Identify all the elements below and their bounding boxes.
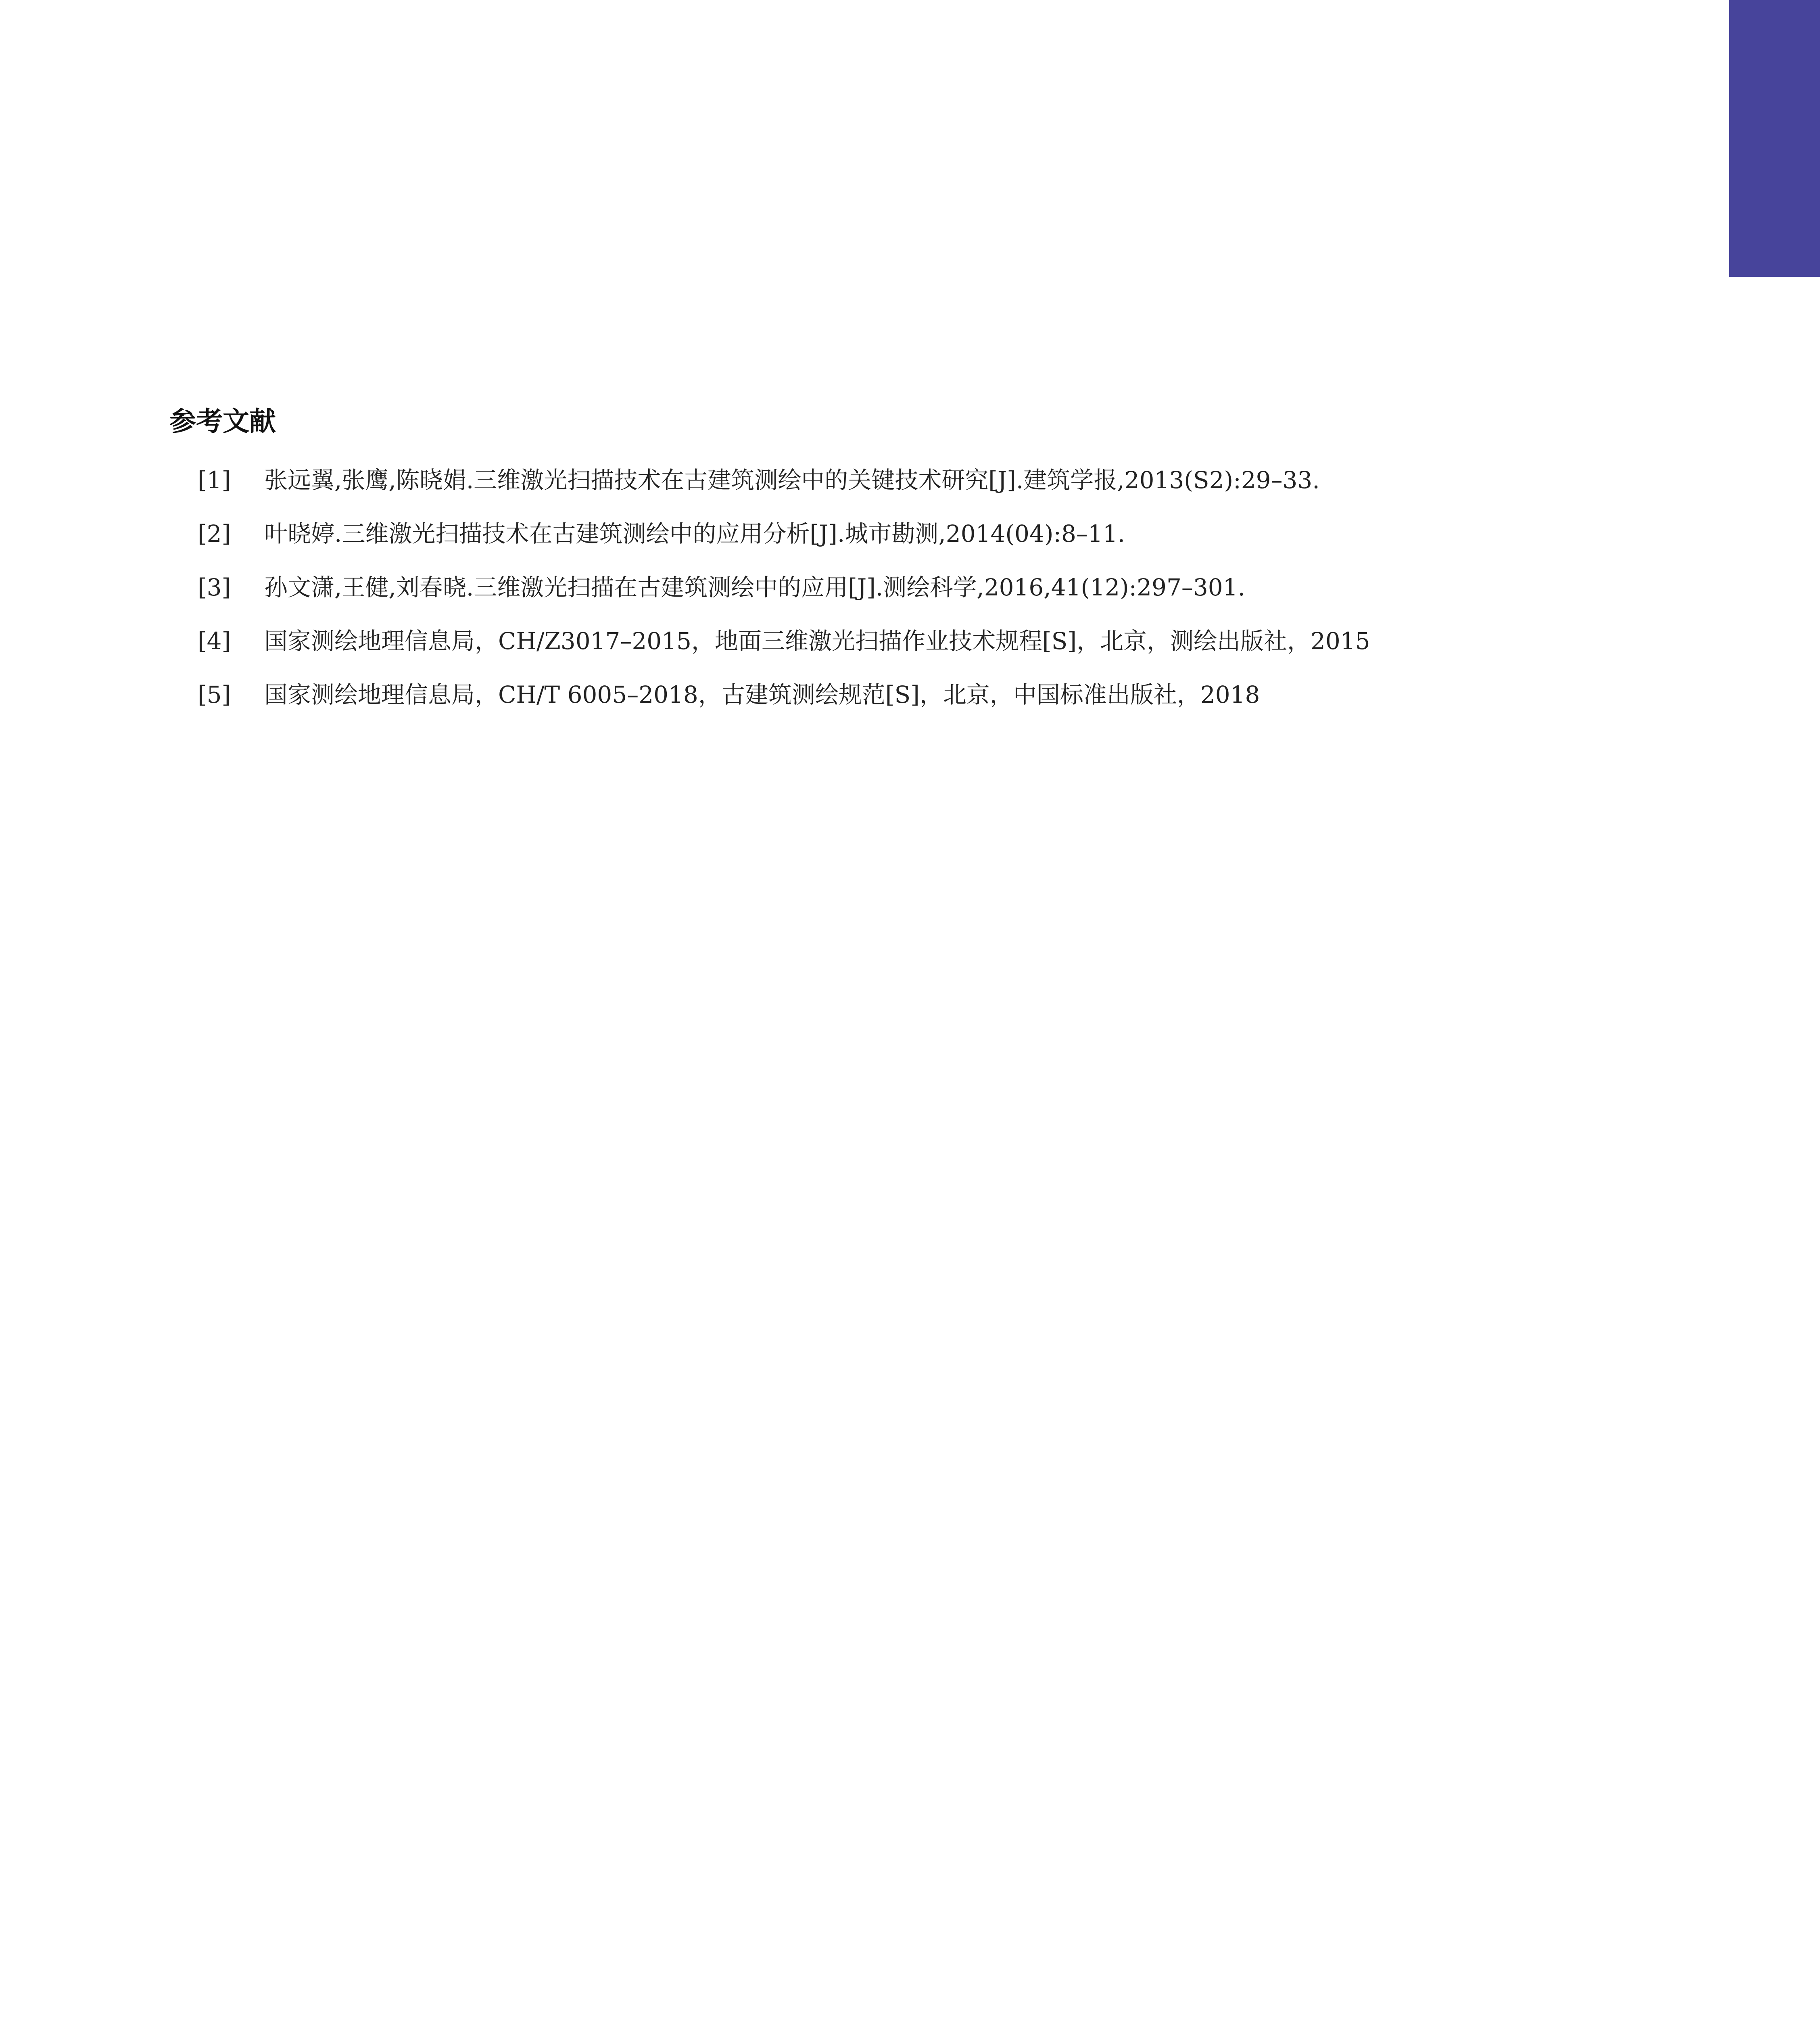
references-heading: 参考文献 bbox=[169, 406, 276, 437]
reference-item bbox=[198, 567, 1650, 621]
reference-item bbox=[198, 460, 1650, 514]
reference-number: [2] bbox=[198, 520, 231, 547]
reference-item bbox=[198, 674, 1650, 728]
reference-text: 国家测绘地理信息局，CH/T 6005–2018，古建筑测绘规范[S]，北京，中国标准出版社，2018 bbox=[264, 681, 1260, 708]
reference-number: [4] bbox=[198, 627, 231, 655]
reference-item bbox=[198, 514, 1650, 567]
reference-text: 张远翼,张鹰,陈晓娟.三维激光扫描技术在古建筑测绘中的关键技术研究[J].建筑学报,2013(S2):29–33. bbox=[264, 466, 1320, 494]
reference-text: 孙文潇,王健,刘春晓.三维激光扫描在古建筑测绘中的应用[J].测绘科学,2016,41(12):297–301. bbox=[264, 574, 1245, 601]
reference-item bbox=[198, 621, 1650, 674]
chapter-edge-tab bbox=[1729, 0, 1820, 277]
reference-number: [3] bbox=[198, 574, 231, 601]
reference-text: 叶晓婷.三维激光扫描技术在古建筑测绘中的应用分析[J].城市勘测,2014(04):8–11. bbox=[264, 520, 1125, 547]
reference-number: [1] bbox=[198, 466, 231, 494]
reference-list bbox=[198, 460, 1650, 728]
reference-text: 国家测绘地理信息局，CH/Z3017–2015，地面三维激光扫描作业技术规程[S]，北京，测绘出版社，2015 bbox=[264, 627, 1370, 655]
reference-number: [5] bbox=[198, 681, 231, 708]
